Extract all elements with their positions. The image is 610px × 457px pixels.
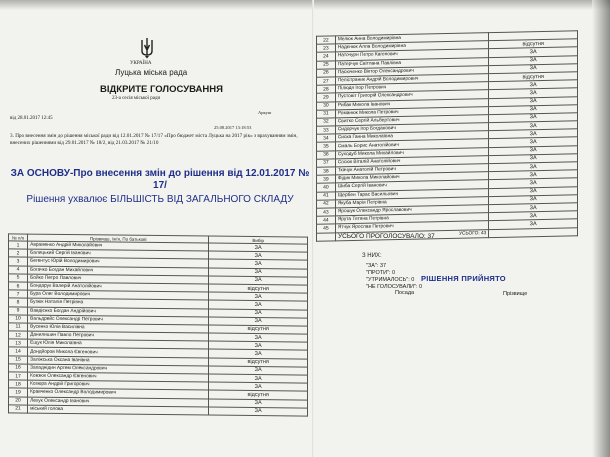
vote-choice: ЗА xyxy=(209,268,308,277)
row-number: 17 xyxy=(9,372,28,380)
votes-table-right xyxy=(316,30,578,241)
row-number: 32 xyxy=(317,118,336,127)
total-empty-cell xyxy=(317,232,336,241)
vote-choice: відсутня xyxy=(209,284,308,293)
deputy-name: Бузюк Наталія Петрівна xyxy=(28,298,209,308)
row-number: 25 xyxy=(317,60,336,69)
decision-rule: Рішення ухвалює БІЛЬШІСТЬ ВІД ЗАГАЛЬНОГО СКЛАДУ xyxy=(26,194,294,205)
page-edge-shadow xyxy=(592,0,610,457)
row-number: 24 xyxy=(317,52,336,61)
row-number: 38 xyxy=(317,167,336,176)
count-proty: "ПРОТИ": 0 xyxy=(366,270,396,276)
row-number: 36 xyxy=(317,150,336,159)
deputy-name: Ещук Юлія Миколаївна xyxy=(28,339,209,349)
deputy-name: Ярошук Олександр Ярославович xyxy=(335,205,489,216)
deputy-name: Данилишин Павло Петрович xyxy=(28,331,209,341)
vote-choice: ЗА xyxy=(489,47,578,57)
deputy-name: Пелістраник Андрій Володимирович xyxy=(335,74,489,85)
total-vote-cell xyxy=(489,227,578,237)
deputy-name: Кравченко Олександр Володимирович xyxy=(28,389,209,399)
count-ne-holosuvaly: "НЕ ГОЛОСУВАЛИ": 0 xyxy=(366,284,423,290)
vote-choice: ЗА xyxy=(489,104,578,114)
row-number: 19 xyxy=(9,388,28,396)
row-number: 40 xyxy=(317,183,336,192)
deputy-name: Богачко Богдан Михайлович xyxy=(28,266,209,276)
deputy-name: Смаль Борис Анатолійович xyxy=(335,139,489,150)
vote-choice: ЗА xyxy=(489,88,578,98)
position-label: Посада xyxy=(395,290,415,296)
row-number: 39 xyxy=(317,175,336,184)
vote-choice: ЗА xyxy=(209,333,308,342)
row-number: 13 xyxy=(9,339,28,347)
header-name: Прізвище, Ім'я, По батькові xyxy=(28,234,209,243)
vote-choice: ЗА xyxy=(489,170,578,180)
row-number: 15 xyxy=(9,356,28,364)
deputy-name: Вавдієнко Богдан Андрійович xyxy=(28,307,209,317)
vote-choice: ЗА xyxy=(489,162,578,172)
row-number: 33 xyxy=(317,126,336,135)
row-number: 11 xyxy=(9,323,28,331)
row-number: 22 xyxy=(317,36,336,45)
document-title: ВІДКРИТЕ ГОЛОСУВАННЯ xyxy=(100,84,223,95)
row-number: 18 xyxy=(9,380,28,388)
vote-choice: ЗА xyxy=(489,64,578,74)
deputy-name: Романюк Микола Петрович xyxy=(335,106,489,117)
including-label: З НИХ: xyxy=(362,253,382,259)
deputy-name: Заліжська Оксана Іванівна xyxy=(28,356,209,366)
vote-choice: ЗА xyxy=(489,55,578,65)
vote-choice: ЗА xyxy=(209,366,308,375)
row-number: 44 xyxy=(317,216,336,225)
row-number: 1 xyxy=(9,241,28,249)
deputy-name: Бегентус Юрій Володимирович xyxy=(28,258,209,268)
vote-choice: ЗА xyxy=(489,154,578,164)
deputy-name: Мелюк Анна Володимирівна xyxy=(335,33,489,44)
row-number: 29 xyxy=(317,93,336,102)
deputy-name: Надєнюк Алла Володимирівна xyxy=(335,41,489,52)
row-number: 6 xyxy=(9,282,28,290)
votes-table-left xyxy=(8,233,308,416)
vote-choice: ЗА xyxy=(489,178,578,188)
decision-result: РІШЕННЯ ПРИЙНЯТО xyxy=(421,274,506,283)
count-za: "ЗА": 37 xyxy=(366,263,387,269)
vote-choice: відсутня xyxy=(489,72,578,82)
vote-choice: ЗА xyxy=(209,259,308,268)
deputy-name: Якуба Марія Петрівна xyxy=(335,196,489,207)
deputy-name: Бондарук Валерій Анатолійович xyxy=(28,282,209,292)
session-label: 23-а сесія міської ради xyxy=(112,96,161,101)
deputy-name: Фідик Микола Миколайович xyxy=(335,172,489,183)
page-fold xyxy=(312,0,314,457)
vote-choice: ЗА xyxy=(209,374,308,383)
vote-choice: ЗА xyxy=(489,219,578,229)
vote-choice: ЗА xyxy=(489,80,578,90)
row-number: 5 xyxy=(9,274,28,282)
vote-choice: ЗА xyxy=(489,137,578,147)
vote-choice: відсутня xyxy=(209,390,308,399)
vote-choice: ЗА xyxy=(209,292,308,301)
row-number: 43 xyxy=(317,208,336,217)
deputy-name: міський голова xyxy=(28,405,209,415)
vote-choice: ЗА xyxy=(209,276,308,285)
vote-choice: ЗА xyxy=(209,399,308,408)
vote-choice: ЗА xyxy=(209,251,308,260)
deputy-name: Лехук Олександр Іванович xyxy=(28,397,209,407)
deputy-name: Вальдрейс Олександр Петрович xyxy=(28,315,209,325)
vote-choice: ЗА xyxy=(209,243,308,252)
row-number: 3 xyxy=(9,257,28,265)
row-number: 35 xyxy=(317,142,336,151)
deputy-name: Балицький Сергій Іванович xyxy=(28,249,209,259)
vote-choice: ЗА xyxy=(209,407,308,416)
count-utrymalys: "УТРИМАЛОСЬ": 0 xyxy=(366,277,415,283)
row-number: 45 xyxy=(317,224,336,233)
row-number: 7 xyxy=(9,290,28,298)
row-number: 23 xyxy=(317,44,336,53)
vote-choice: ЗА xyxy=(209,341,308,350)
vote-choice: відсутня xyxy=(489,39,578,49)
total-voted: УСЬОГО ПРОГОЛОСУВАЛО: 37 xyxy=(338,233,435,240)
row-number: 42 xyxy=(317,200,336,209)
deputy-name: Рибак Микола Іванович xyxy=(335,98,489,109)
deputy-name: Козюра Андрій Григорович xyxy=(28,380,209,390)
vote-choice: ЗА xyxy=(489,145,578,155)
row-number: 41 xyxy=(317,191,336,200)
page-label: Аркуш xyxy=(258,110,272,115)
deputy-name: Вусенко Юлія Василівна xyxy=(28,323,209,333)
deputy-name: Сидорчук Ігор Богданович xyxy=(335,123,489,134)
row-number: 37 xyxy=(317,159,336,168)
deputy-name: Сиска Ганна Миколаївна xyxy=(335,131,489,142)
vote-choice: ЗА xyxy=(209,349,308,358)
vote-choice: ЗА xyxy=(489,195,578,205)
deputy-name: Пілюдя Ігор Петрович xyxy=(335,82,489,93)
deputy-name: Шиба Сергій Іванович xyxy=(335,180,489,191)
vote-choice: ЗА xyxy=(489,186,578,196)
row-number: 26 xyxy=(317,69,336,78)
trident-emblem-icon xyxy=(138,37,156,59)
vote-choice: відсутня xyxy=(209,358,308,367)
row-number: 12 xyxy=(9,331,28,339)
deputy-name: Наточурн Петро Кагенович xyxy=(335,49,489,60)
row-number: 14 xyxy=(9,347,28,355)
header-vote: Вибір xyxy=(209,236,308,244)
deputy-name: Пустовіт Григорій Олександрович xyxy=(335,90,489,101)
row-number: 9 xyxy=(9,306,28,314)
vote-date: від 28.01.2017 12:45 xyxy=(10,116,53,121)
row-number: 4 xyxy=(9,265,28,273)
vote-choice: відсутня xyxy=(209,325,308,334)
deputy-name: Ковзюк Олександр Євгенович xyxy=(28,372,209,382)
header-num: № п/п xyxy=(9,234,28,241)
vote-choice: ЗА xyxy=(489,203,578,213)
deputy-name: Западнідин Артем Олександрович xyxy=(28,364,209,374)
deputy-name: Ятчук Ярослав Петрович xyxy=(335,221,489,232)
row-number: 21 xyxy=(9,405,28,413)
vote-choice: ЗА xyxy=(489,129,578,139)
deputy-name: Сосюк Віталій Анатолійович xyxy=(335,155,489,166)
deputy-name: Суходуб Микола Михайлович xyxy=(335,147,489,158)
agenda-description: 3. Про внесення змін до рішення міської ради від 12.01.2017 № 17/17 «Про бюджет міста Луцька на 2017 рік» з врахуванням змін, внесених рішеннями від 29.01.2017 № 18/2, від 21.03.2017 № 21/10 xyxy=(10,133,298,146)
vote-choice: ЗА xyxy=(209,382,308,391)
row-number: 31 xyxy=(317,110,336,119)
vote-choice: ЗА xyxy=(209,317,308,326)
page-shadow xyxy=(0,0,610,10)
deputy-name: Дондйоров Микола Євгенович xyxy=(28,348,209,358)
deputy-name: Бура Олег Володимирович xyxy=(28,290,209,300)
vote-subject: ЗА ОСНОВУ-Про внесення змін до рішення від 12.01.2017 № 17/ xyxy=(10,168,310,191)
surname-label: Прізвище xyxy=(503,291,528,297)
row-number: 10 xyxy=(9,315,28,323)
vote-choice: ЗА xyxy=(489,96,578,106)
vote-choice: ЗА xyxy=(489,113,578,123)
vote-choice: ЗА xyxy=(489,211,578,221)
row-number: 2 xyxy=(9,249,28,257)
country-label: УКРАЇНА xyxy=(130,61,152,66)
total-count-label: УСЬОГО: 43 xyxy=(335,229,489,240)
deputy-name: Ткачук Анатолій Петрович xyxy=(335,164,489,175)
vote-choice: ЗА xyxy=(489,121,578,131)
deputy-name: Патерчук Світлана Павлівна xyxy=(335,57,489,68)
vote-choice: ЗА xyxy=(209,300,308,309)
deputy-name: Ярута Тетяна Петрівна xyxy=(335,213,489,224)
row-number: 28 xyxy=(317,85,336,94)
deputy-name: Пасюченко Віктор Олександрович xyxy=(335,65,489,76)
deputy-name: Авраменко Андрій Миколайович xyxy=(28,241,209,251)
deputy-name: Свитко Сергій Альбертович xyxy=(335,114,489,125)
deputy-name: Щербен Тарас Васильович xyxy=(335,188,489,199)
row-number: 16 xyxy=(9,364,28,372)
row-number: 34 xyxy=(317,134,336,143)
council-name: Луцька міська рада xyxy=(115,68,188,77)
vote-choice: ЗА xyxy=(209,309,308,318)
table-row xyxy=(9,405,308,416)
row-number: 27 xyxy=(317,77,336,86)
row-number: 8 xyxy=(9,298,28,306)
printed-timestamp: 25.08.2017 13:18:53 xyxy=(214,125,252,130)
row-number: 30 xyxy=(317,101,336,110)
row-number: 20 xyxy=(9,396,28,404)
deputy-name: Бойко Петро Павлович xyxy=(28,274,209,284)
